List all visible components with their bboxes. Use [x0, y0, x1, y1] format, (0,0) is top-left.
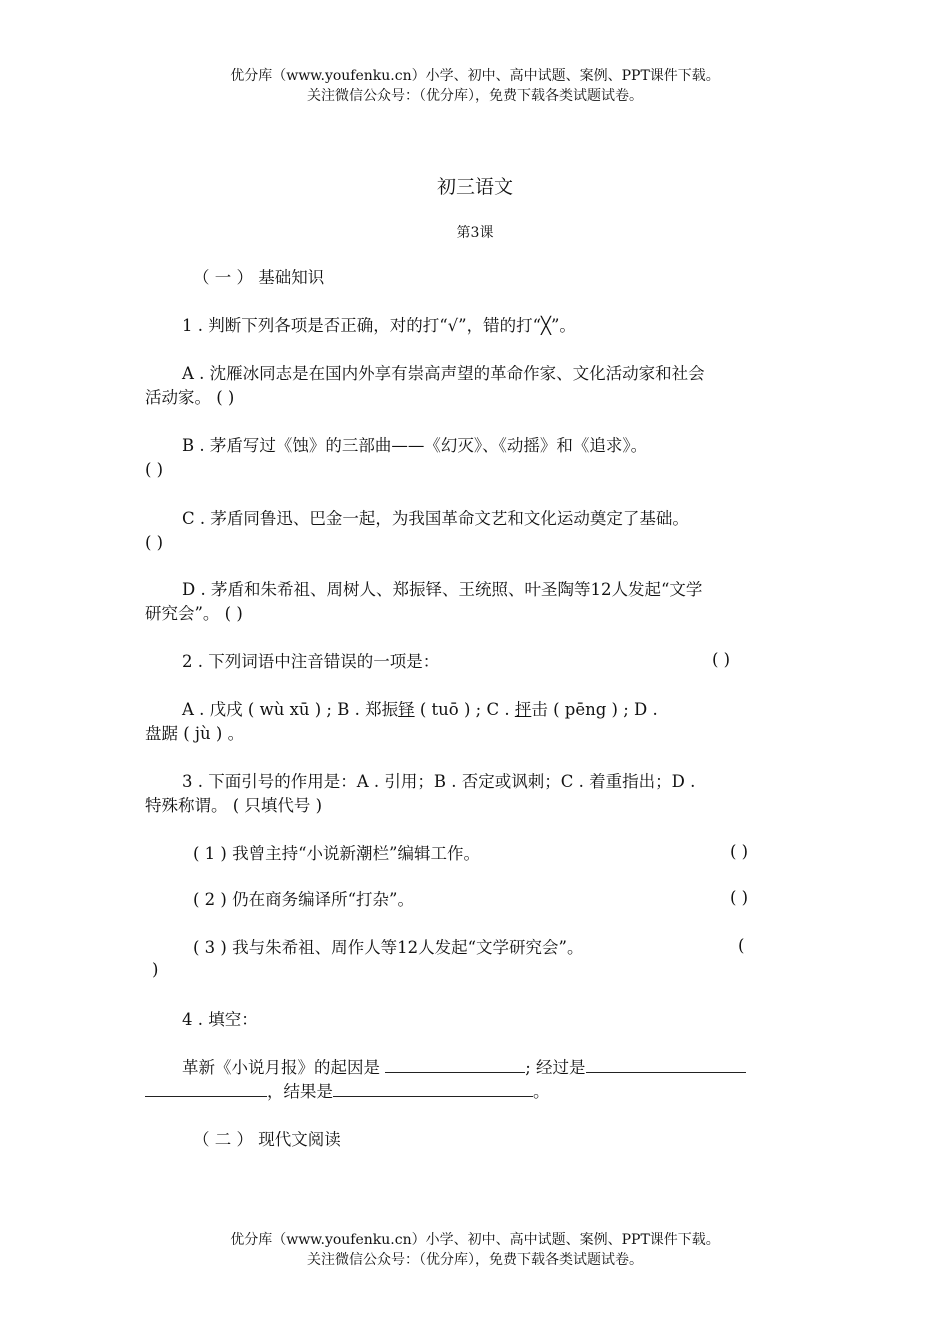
- q4-cause-label: 革新《小说月报》的起因是: [182, 1058, 386, 1077]
- q2-text-b: ( tuō ) ; C .: [414, 700, 515, 719]
- header-line-2: 关注微信公众号：（优分库），免费下载各类试题试卷。: [307, 88, 643, 104]
- page-header: [0, 66, 950, 106]
- q4-cause-blank[interactable]: [385, 1056, 525, 1073]
- q3-stem-line-2: 特殊称谓。 ( 只填代号 ): [145, 796, 323, 815]
- q2-text-c: 击 ( pēng ) ; D .: [531, 700, 658, 719]
- footer-line-2: 关注微信公众号：（优分库），免费下载各类试题试卷。: [307, 1252, 643, 1268]
- q2-text-a: A . 戊戌 ( wù xū ) ; B . 郑振: [182, 700, 399, 719]
- option-c-line-2: ( ): [145, 533, 164, 552]
- option-a-line-2: 活动家。 ( ): [145, 388, 235, 407]
- question-1-option-a: [145, 362, 805, 410]
- q3-item-2-paren: ( ): [730, 888, 749, 907]
- q4-result-blank[interactable]: [333, 1080, 533, 1097]
- question-4-stem: 4 . 填空：: [182, 1010, 258, 1029]
- question-2-answer-paren: ( ): [712, 650, 731, 669]
- option-b-line-1: B . 茅盾写过《蚀》的三部曲——《幻灭》、《动摇》和《追求》。: [182, 436, 648, 455]
- section-heading-reading: （ 二 ） 现代文阅读: [193, 1130, 341, 1149]
- option-c-line-1: C . 茅盾同鲁迅、巴金一起，为我国革命文艺和文化运动奠定了基础。: [182, 509, 689, 528]
- question-3-item-3: ( 3 ) 我与朱希祖、周作人等12人发起“文学研究会”。: [193, 938, 584, 957]
- q4-process-label: ; 经过是: [525, 1058, 586, 1077]
- option-a-line-1: A . 沈雁冰同志是在国内外享有崇高声望的革命作家、文化活动家和社会: [182, 364, 705, 383]
- q3-item-3-paren-open: (: [738, 936, 745, 955]
- q3-stem-line-1: 3 . 下面引号的作用是：A . 引用；B . 否定或讽刺；C . 着重指出；D .: [182, 772, 696, 791]
- option-d-line-2: 研究会”。 ( ): [145, 604, 243, 623]
- section-heading-basics: （ 一 ） 基础知识: [193, 268, 325, 287]
- question-2-stem: 2 . 下列词语中注音错误的一项是：: [182, 652, 440, 671]
- option-d-line-1: D . 茅盾和朱希祖、周树人、郑振铎、王统照、叶圣陶等12人发起“文学: [182, 580, 703, 599]
- question-1-option-b: [145, 434, 805, 482]
- q2-options-line-2: 盘踞 ( jù ) 。: [145, 724, 245, 743]
- q3-item-1-paren: ( ): [730, 842, 749, 861]
- question-1-stem: 1 . 判断下列各项是否正确，对的打“√”，错的打“╳”。: [182, 316, 576, 335]
- question-3-stem: [145, 770, 805, 818]
- question-4-fill: [145, 1056, 805, 1104]
- question-1-option-d: [145, 578, 805, 626]
- q2-underlined-char-1: 铎: [398, 700, 415, 719]
- option-b-line-2: ( ): [145, 460, 164, 479]
- q4-result-label: ，结果是: [267, 1082, 333, 1101]
- page-title: 初三语文: [436, 176, 513, 198]
- lesson-number: 第3课: [456, 225, 494, 241]
- q4-process-blank-1[interactable]: [586, 1056, 746, 1073]
- footer-line-1: 优分库（www.youfenku.cn）小学、初中、高中试题、案例、PPT课件下载。: [230, 1232, 720, 1248]
- question-1-option-c: [145, 507, 805, 555]
- page-footer: [0, 1230, 950, 1270]
- q3-item-3-paren-close: ): [152, 960, 159, 979]
- q4-line-1: [145, 1056, 805, 1080]
- q4-line-2: [145, 1080, 805, 1104]
- q2-options-line-1: [145, 698, 805, 722]
- q4-process-blank-2[interactable]: [145, 1080, 267, 1097]
- header-line-1: 优分库（www.youfenku.cn）小学、初中、高中试题、案例、PPT课件下载。: [230, 68, 720, 84]
- question-3-item-1: ( 1 ) 我曾主持“小说新潮栏”编辑工作。: [193, 844, 480, 863]
- q4-period: 。: [533, 1082, 550, 1101]
- question-3-item-2: ( 2 ) 仍在商务编译所“打杂”。: [193, 890, 414, 909]
- question-2-options: [145, 698, 805, 746]
- q2-underlined-char-2: 抨: [514, 700, 532, 719]
